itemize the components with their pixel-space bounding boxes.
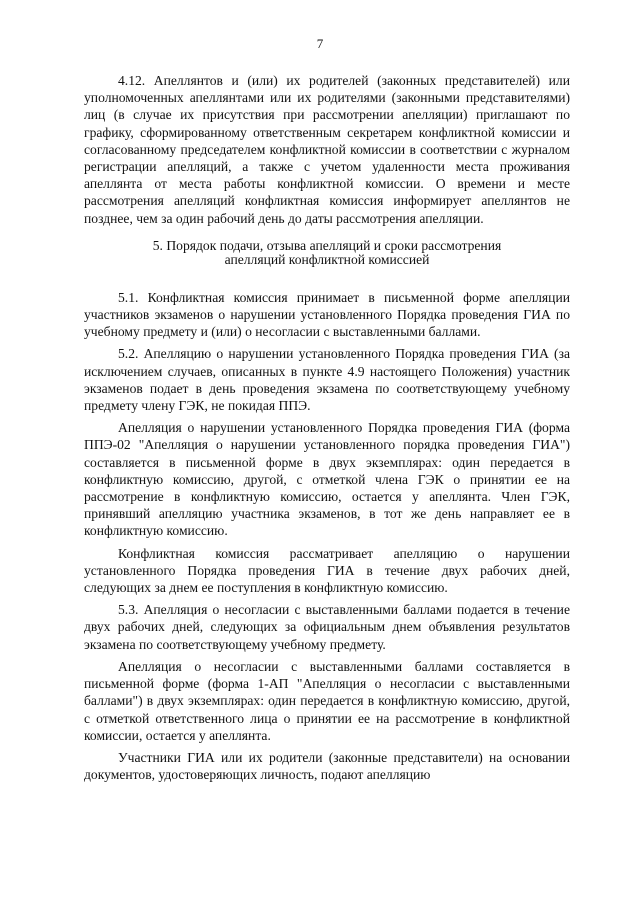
section-heading-line2: апелляций конфликтной комиссией [224, 251, 430, 267]
section-heading [84, 239, 570, 267]
page-number: 7 [316, 36, 324, 51]
paragraph-participants-submit: Участники ГИА или их родители (законные представители) на основании документов, удостоверяющих личность, подают апелляцию [84, 749, 570, 783]
section-heading-line1: 5. Порядок подачи, отзыва апелляций и сроки рассмотрения [152, 237, 502, 253]
paragraph-5-1: 5.1. Конфликтная комиссия принимает в письменной форме апелляции участников экзаменов о нарушении установленного Порядка проведения ГИА по учебному предмету и (или) о несогласии с выставленными баллами. [84, 289, 570, 340]
paragraph-appeal-review-term: Конфликтная комиссия рассматривает апелляцию о нарушении установленного Порядка проведения ГИА в течение двух рабочих дней, следующих за днем ее поступления в конфликтную комиссию. [84, 545, 570, 596]
paragraph-appeal-form-1ap: Апелляция о несогласии с выставленными баллами составляется в письменной форме (форма 1-АП "Апелляция о несогласии с выставленными баллами") в двух экземплярах: один передается в конфликтную комиссию, другой, с отметкой ответственного лица о принятии ее на рассмотрение в конфликтной комиссии, остается у апеллянта. [84, 658, 570, 743]
paragraph-4-12: 4.12. Апеллянтов и (или) их родителей (законных представителей) или уполномоченных апеллянтами или их родителями (законными представителями) лиц (в случае их присутствия при рассмотрении апелляции) приглашают по графику, сформированному ответственным секретарем конфликтной комиссии и согласованному председателем конфликтной комиссии в соответствии с журналом регистрации апелляций, а также с учетом удаленности места проживания апеллянта от места работы конфликтной комиссии. О времени и месте рассмотрения апелляций конфликтная комиссия информирует апеллянтов не позднее, чем за один рабочий день до даты рассмотрения апелляции. [84, 73, 570, 226]
paragraph-5-3: 5.3. Апелляция о несогласии с выставленными баллами подается в течение двух рабочих дней, следующих за официальным днем объявления результатов экзамена по соответствующему учебному предмету. [84, 602, 570, 652]
paragraph-5-2: 5.2. Апелляцию о нарушении установленного Порядка проведения ГИА (за исключением случаев, описанных в пункте 4.9 настоящего Положения) участник экзаменов подает в день проведения экзамена по соответствующему учебному предмету члену ГЭК, не покидая ППЭ. [84, 346, 570, 414]
paragraph-appeal-form-ppe02: Апелляция о нарушении установленного Порядка проведения ГИА (форма ППЭ-02 "Апелляция о нарушении установленного порядка проведения ГИА") составляется в письменной форме в двух экземплярах: один передается в конфликтную комиссию, другой, с отметкой члена ГЭК о принятии ее на рассмотрение в конфликтную комиссию, остается у апеллянта. Член ГЭК, принявший апелляцию участника экзаменов, в тот же день направляет ее в конфликтную комиссию. [84, 420, 570, 539]
document-body [84, 72, 570, 783]
